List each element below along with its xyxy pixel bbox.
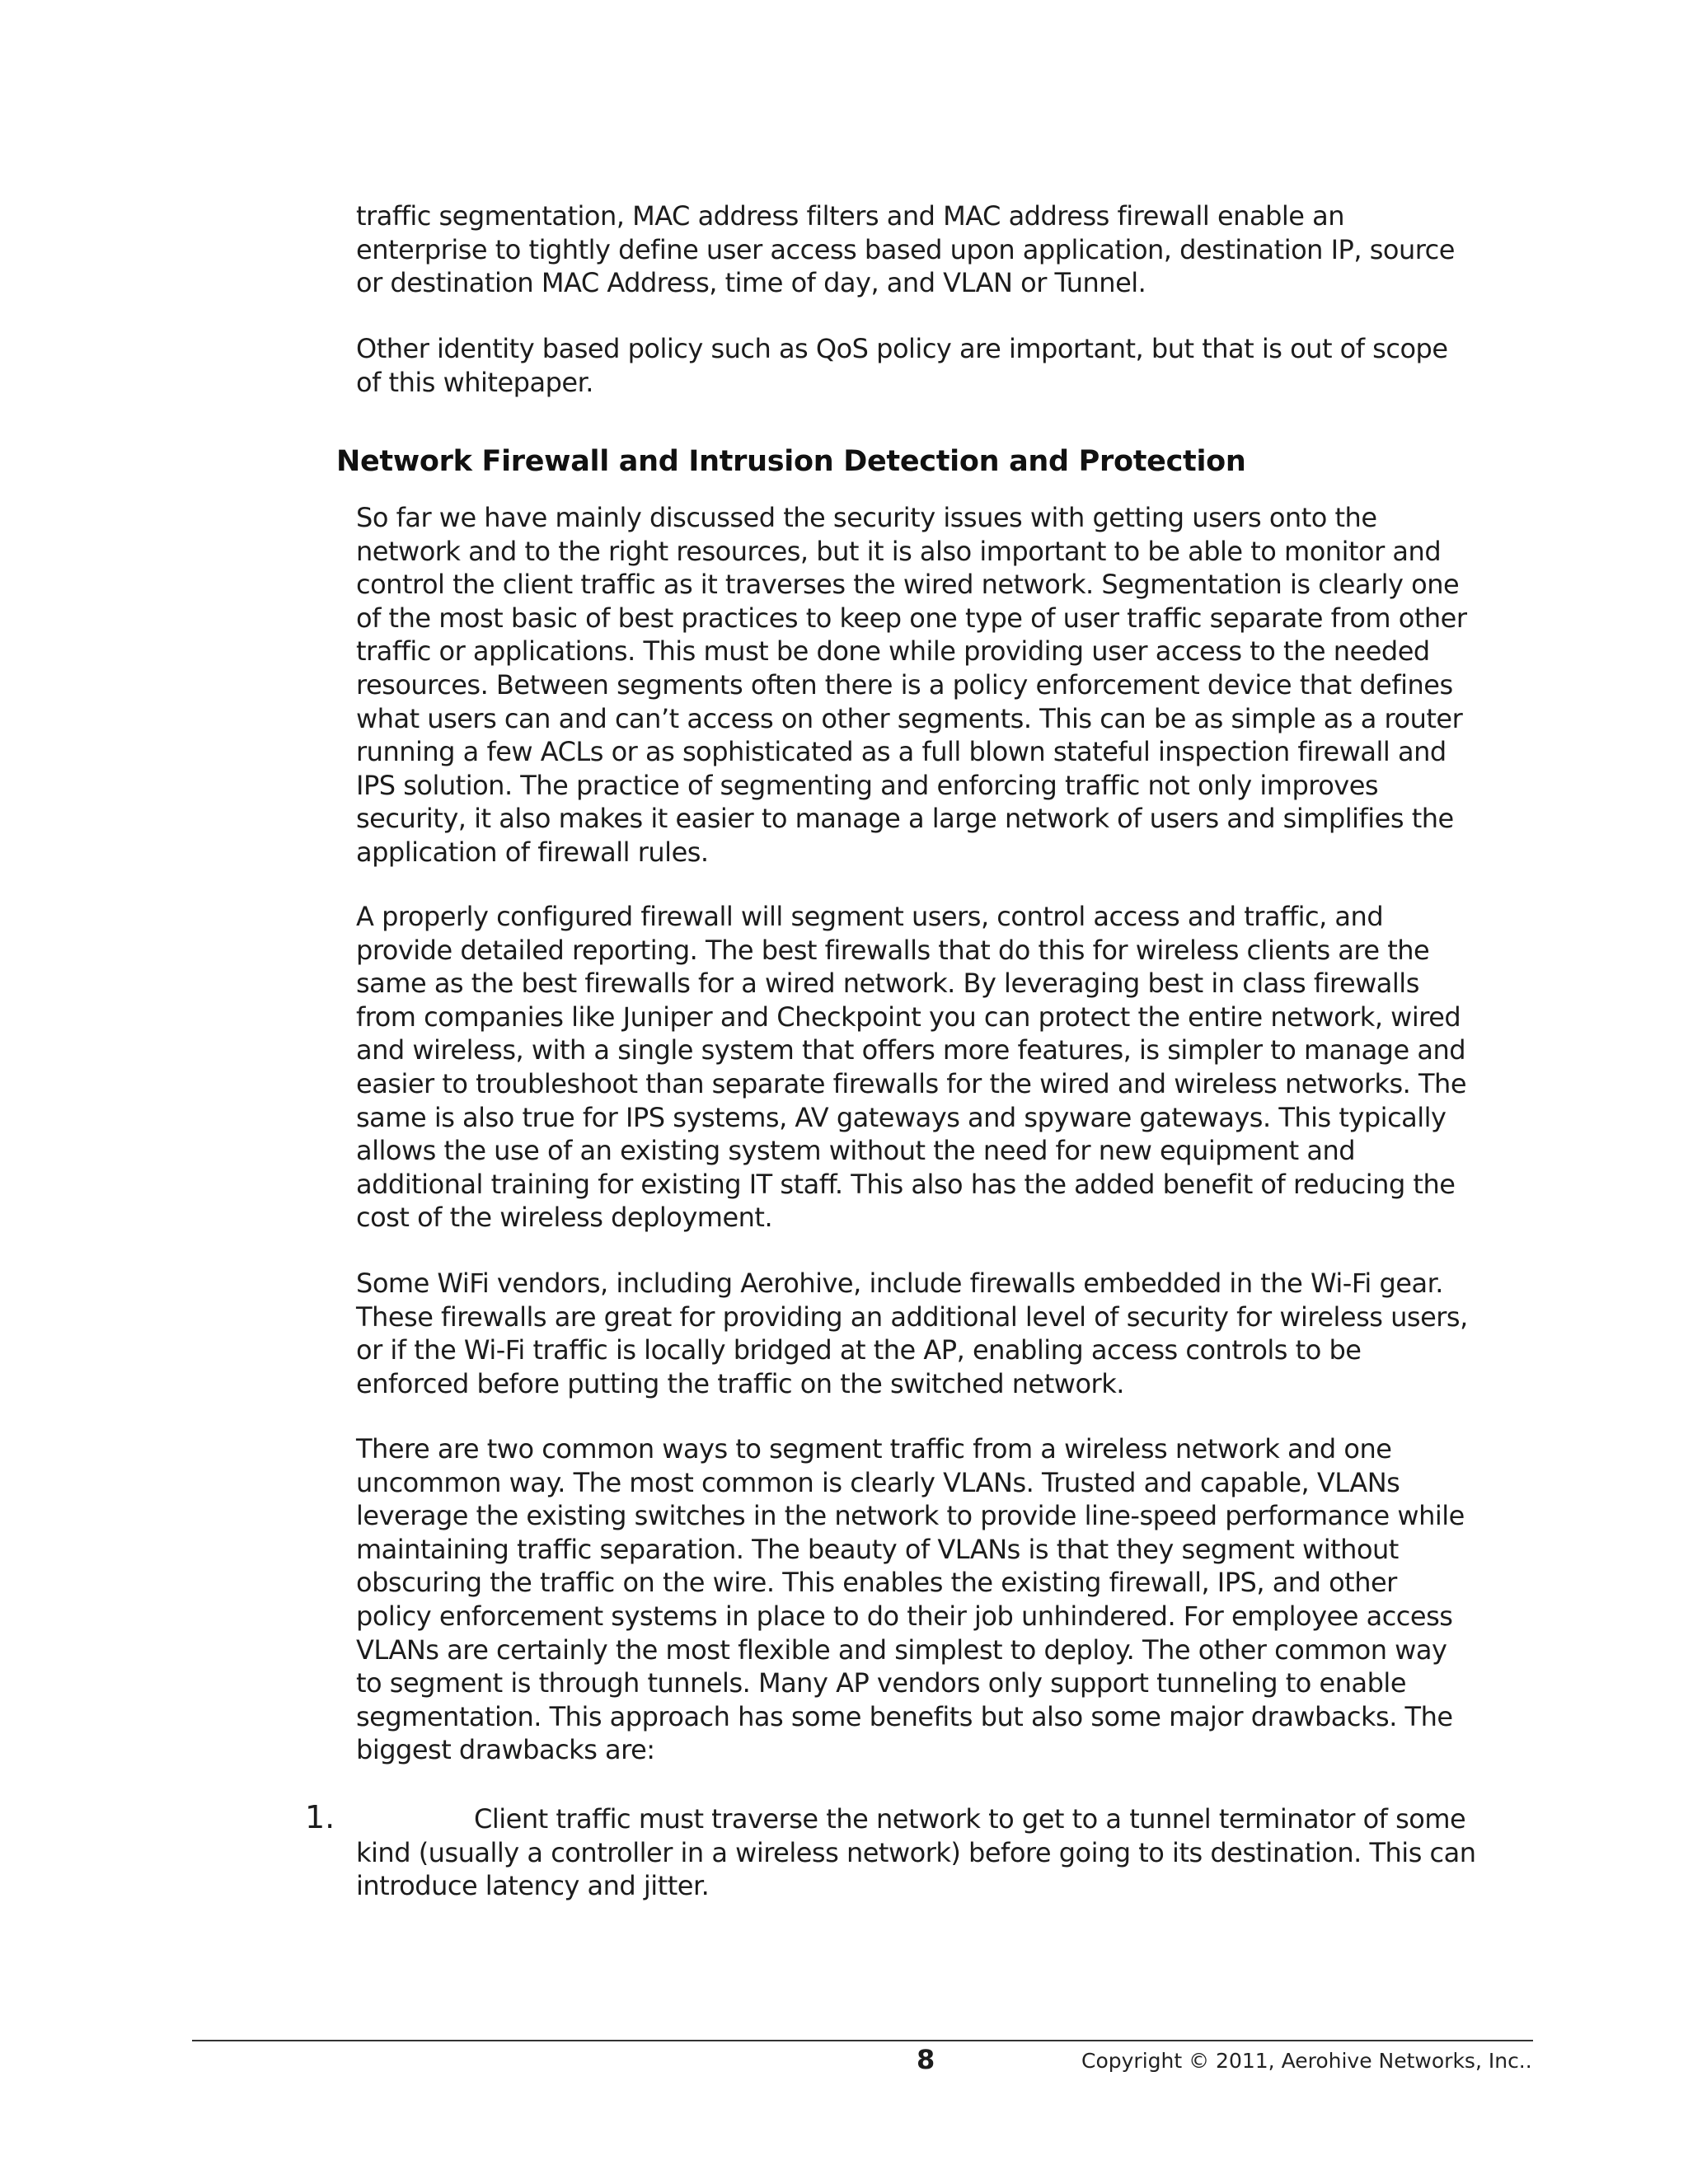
paragraph-segmentation: So far we have mainly discussed the security issues with getting users onto the network and to the right resources, but it is also important to be able to monitor and control the client traffic as it traverses the wired network. Segmentation is clearly one of the most basic of best practices to keep one type of user traffic separate from other traffic or applications. This must be done while providing user access to the needed resources. Between segments often there is a policy enforcement device that defines what users can and can’t access on other segments. This can be as simple as a router running a few ACLs or as sophisticated as a full blown stateful inspection firewall and IPS solution. The practice of segmenting and enforcing traffic not only improves security, it also makes it easier to manage a large network of users and simplifies the application of firewall rules. [356, 502, 1467, 868]
paragraph-access-policy: traffic segmentation, MAC address filters and MAC address firewall enable an enterprise to tightly define user access based upon application, destination IP, source or destination MAC Address, time of day, and VLAN or Tunnel. [356, 200, 1455, 299]
footer-divider [192, 2040, 1533, 2041]
paragraph-qos-scope: Other identity based policy such as QoS policy are important, but that is out of scope of this whitepaper. [356, 333, 1448, 398]
list-item-text: Client traffic must traverse the network to get to a tunnel terminator of some kind (usually a controller in a wireless network) before going to its destination. This can introduce latency and jitter. [356, 1803, 1476, 1902]
copyright-notice: Copyright © 2011, Aerohive Networks, Inc.. [1081, 2049, 1532, 2073]
section-heading: Network Firewall and Intrusion Detection and Protection [336, 445, 1246, 478]
list-item-number: 1. [305, 1799, 335, 1835]
paragraph-firewall: A properly configured firewall will segment users, control access and traffic, and provide detailed reporting. The best firewalls that do this for wireless clients are the same as the best firewalls for a wired network. By leveraging best in class firewalls from companies like Juniper and Checkpoint you can protect the entire network, wired and wireless, with a single system that offers more features, is simpler to manage and easier to troubleshoot than separate firewalls for the wired and wireless networks. The same is also true for IPS systems, AV gateways and spyware gateways. This typically allows the use of an existing system without the need for new equipment and additional training for existing IT staff. This also has the added benefit of reducing the cost of the wireless deployment. [356, 901, 1466, 1234]
paragraph-embedded-firewalls: Some WiFi vendors, including Aerohive, include firewalls embedded in the Wi-Fi gear. These firewalls are great for providing an additional level of security for wireless users, or if the Wi-Fi traffic is locally bridged at the AP, enabling access controls to be enforced before putting the traffic on the switched network. [356, 1268, 1468, 1399]
page-number: 8 [917, 2044, 935, 2075]
paragraph-vlans-tunnels: There are two common ways to segment traffic from a wireless network and one uncommon way. The most common is clearly VLANs. Trusted and capable, VLANs leverage the existing switches in the network to provide line-speed performance while maintaining traffic separation. The beauty of VLANs is that they segment without obscuring the traffic on the wire. This enables the existing firewall, IPS, and other policy enforcement systems in place to do their job unhindered. For employee access VLANs are certainly the most flexible and simplest to deploy. The other common way to segment is through tunnels. Many AP vendors only support tunneling to enable segmentation. This approach has some benefits but also some major drawbacks. The biggest drawbacks are: [356, 1433, 1465, 1766]
